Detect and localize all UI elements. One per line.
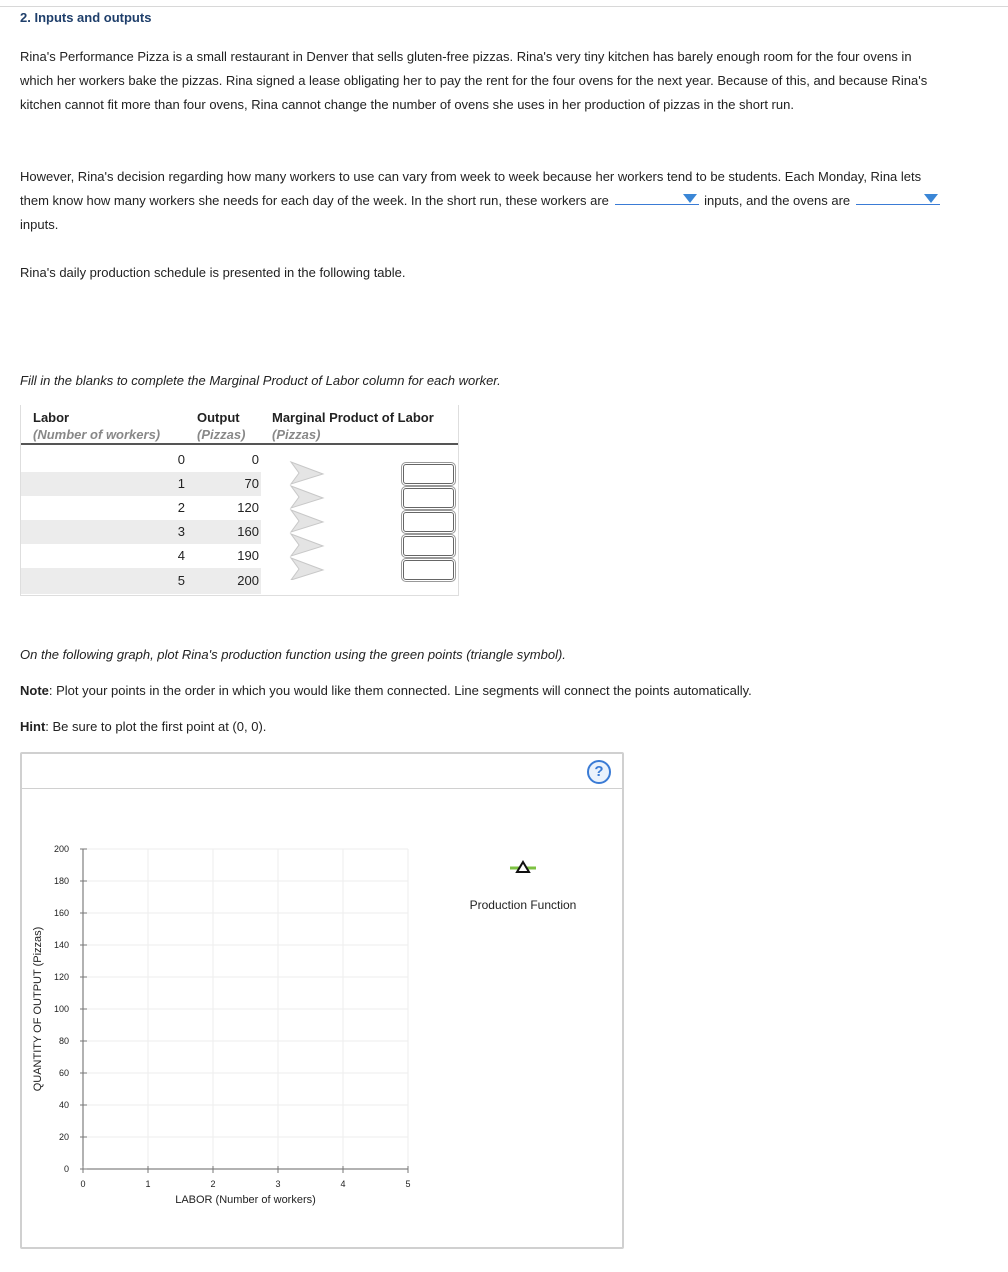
x-tick-label: 2 [210, 1179, 216, 1189]
x-tick-label: 5 [405, 1179, 411, 1189]
schedule-intro: Rina's daily production schedule is presented in the following table. [20, 265, 406, 280]
mpl-input-worker-5[interactable] [403, 560, 454, 580]
chart-grid [83, 849, 408, 1169]
y-tick-label: 140 [53, 940, 69, 950]
dropdown-arrow-icon [924, 194, 938, 203]
x-tick-label: 4 [340, 1179, 346, 1189]
chevron-right-icon [291, 534, 323, 556]
inputs-text-a: However, Rina's decision regarding how many workers to use can vary from week to week because her workers tend to be students. Each Monday, Rina lets them know how many workers she needs for each day of the week. In the short run, these workers are [20, 169, 922, 208]
x-tick-label: 1 [145, 1179, 151, 1189]
mpl-input-worker-4[interactable] [403, 536, 454, 556]
graph-panel[interactable] [20, 752, 624, 1249]
legend-label[interactable]: Production Function [469, 898, 577, 912]
table-row: 0 0 [177, 452, 259, 467]
chevron-right-icon [291, 462, 323, 484]
y-tick-label: 120 [53, 972, 69, 982]
y-tick-label: 0 [63, 1164, 69, 1174]
mpl-input-worker-1[interactable] [403, 464, 454, 484]
chevron-right-icon [291, 558, 323, 580]
production-chart[interactable] [22, 788, 622, 1248]
mpl-input-worker-3[interactable] [403, 512, 454, 532]
header-labor: Labor (Number of workers) [33, 410, 161, 442]
header-output: Output (Pizzas) [197, 410, 246, 442]
graph-hint: Hint: Be sure to plot the first point at (0, 0). [20, 719, 267, 734]
dropdown-arrow-icon [683, 194, 697, 203]
inputs-paragraph [20, 165, 945, 237]
table-row: 2 120 [177, 500, 259, 515]
chart-legend [470, 862, 577, 912]
y-tick-label: 40 [58, 1100, 69, 1110]
chevron-right-icon [291, 510, 323, 532]
y-tick-label: 160 [53, 908, 69, 918]
y-tick-label: 180 [53, 876, 69, 886]
table-row: 1 70 [21, 472, 261, 496]
graph-instruction: On the following graph, plot Rina's production function using the green points (triangle symbol). [20, 647, 566, 662]
row-chevrons [289, 460, 325, 580]
top-divider [0, 6, 1008, 7]
y-tick-label: 20 [58, 1132, 69, 1142]
ovens-input-type-dropdown[interactable] [856, 190, 940, 205]
graph-note: Note: Plot your points in the order in which you would like them connected. Line segments will connect the points automatically. [20, 683, 752, 698]
table-row: 4 190 [177, 548, 259, 563]
y-tick-label: 60 [58, 1068, 69, 1078]
y-tick-label: 200 [53, 844, 69, 854]
y-tick-label: 80 [58, 1036, 69, 1046]
header-divider [21, 443, 458, 445]
inputs-text-b: inputs, and the ovens are [704, 193, 851, 208]
question-title: 2. Inputs and outputs [20, 10, 152, 25]
y-tick-label: 100 [53, 1004, 69, 1014]
help-icon[interactable]: ? [587, 760, 611, 784]
production-table [20, 405, 459, 596]
y-axis-label: QUANTITY OF OUTPUT (Pizzas) [32, 926, 44, 1092]
mpl-input-worker-2[interactable] [403, 488, 454, 508]
table-instruction: Fill in the blanks to complete the Marginal Product of Labor column for each worker. [20, 373, 501, 388]
graph-toolbar [22, 754, 622, 789]
header-mpl: Marginal Product of Labor (Pizzas) [272, 410, 434, 442]
chevron-right-icon [291, 486, 323, 508]
x-tick-label: 3 [275, 1179, 281, 1189]
x-tick-label: 0 [80, 1179, 86, 1189]
workers-input-type-dropdown[interactable] [615, 190, 699, 205]
table-row: 3 160 [21, 520, 261, 544]
x-axis-label: LABOR (Number of workers) [175, 1194, 316, 1206]
inputs-text-c: inputs. [20, 217, 59, 232]
table-row: 5 200 [21, 568, 261, 594]
intro-paragraph: Rina's Performance Pizza is a small restaurant in Denver that sells gluten-free pizzas. Rina's very tiny kitchen has barely enough room for the four ovens in which her workers bake the pizzas. Rina signed a lease obligating her to pay the rent for the four ovens for the next year. Because of this, and because Rina's kitchen cannot fit more than four ovens, Rina cannot change the number of ovens she uses in her production of pizzas in the short run. [20, 49, 928, 112]
